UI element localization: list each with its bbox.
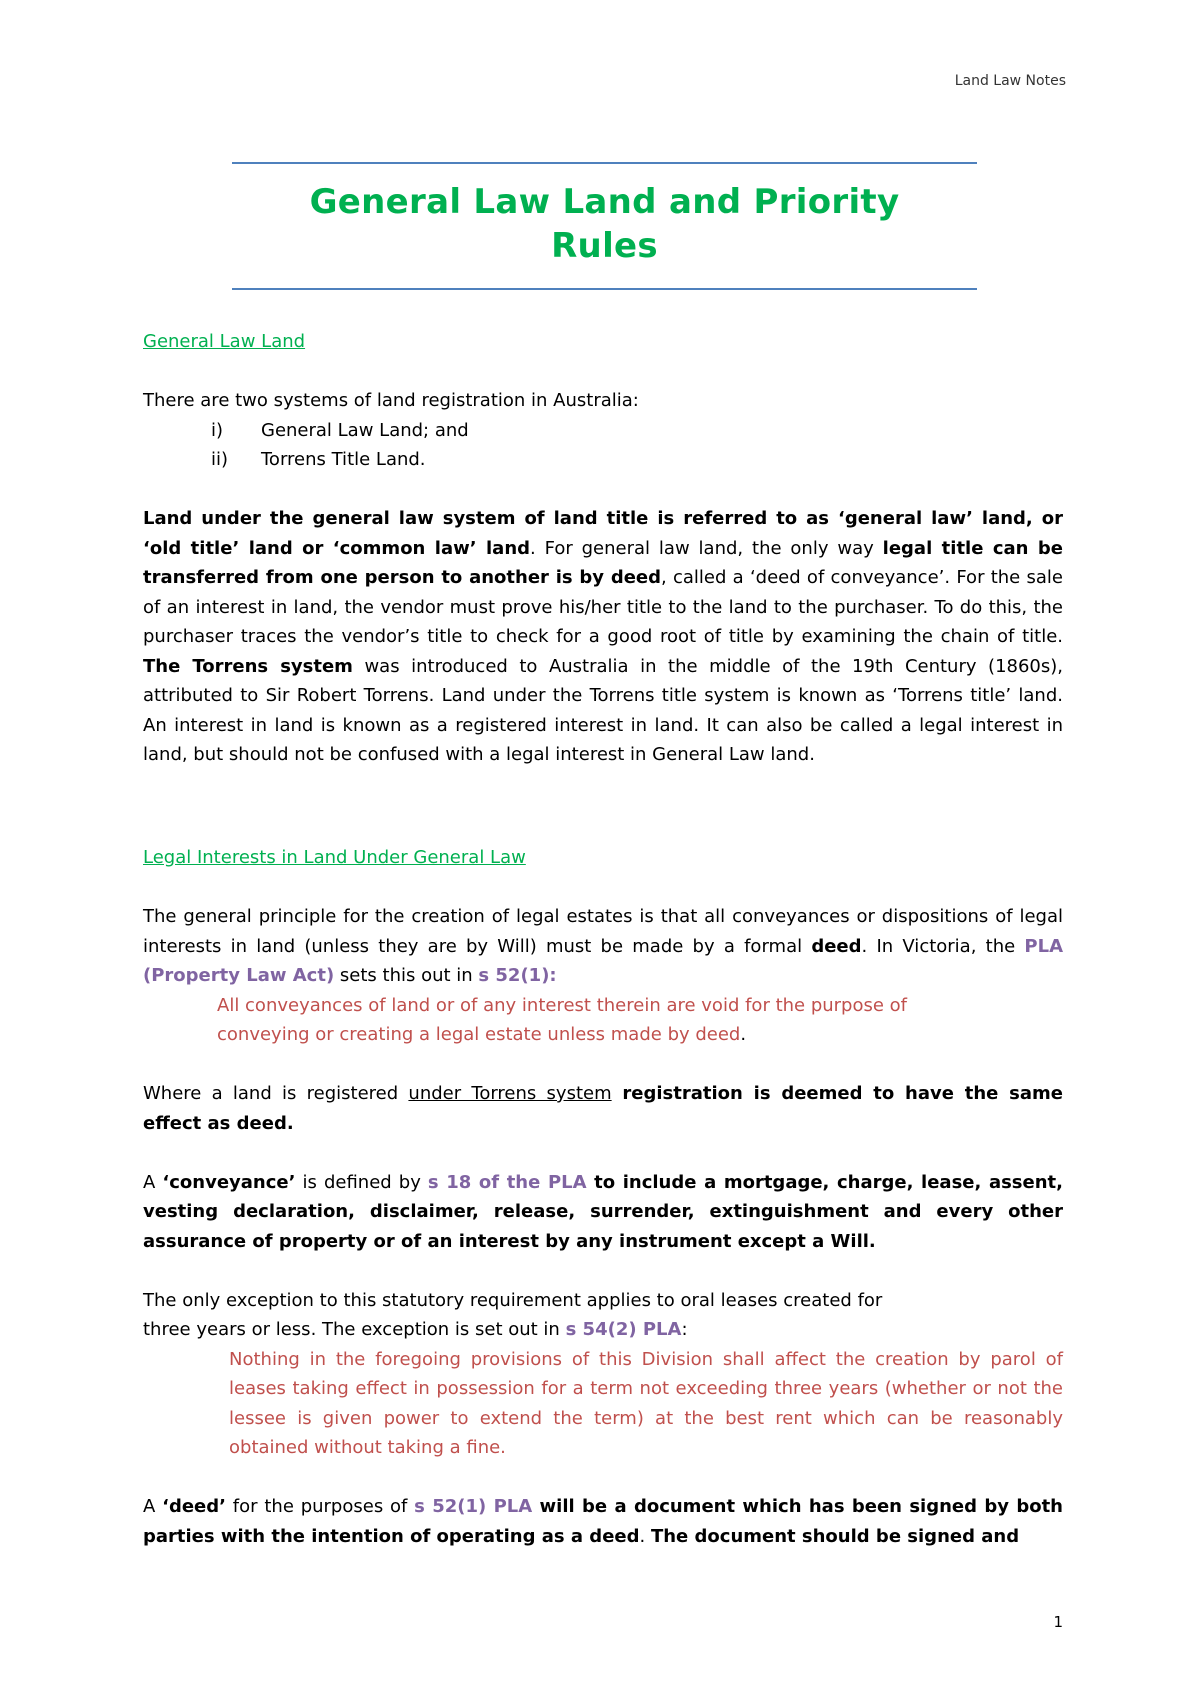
torrens-deed-paragraph: Where a land is registered under Torrens system registration is deemed to have the same effect as deed. — [143, 1083, 1063, 1134]
list-item — [143, 416, 1063, 446]
general-law-paragraph: Land under the general law system of land title is referred to as ‘general law’ land, or ‘old title’ land or ‘common law’ land. For general law land, the only way legal title can be transferred from one person to another is by deed, called a ‘deed of conveyance’. For the sale of an interest in land, the vendor must prove his/her title to the land to the purchaser. To do this, the purchaser traces the vendor’s title to check for a good root of title by examining the chain of title. The Torrens system was introduced to Australia in the middle of the 19th Century (1860s), attributed to Sir Robert Torrens. Land under the Torrens title system is known as ‘Torrens title’ land. An interest in land is known as a registered interest in land. It can also be called a legal interest in land, but should not be confused with a legal interest in General Law land. — [143, 508, 1063, 765]
list-marker: i) — [211, 419, 224, 441]
document-title — [232, 180, 977, 268]
section-reference: s 52(1) PLA — [414, 1496, 533, 1517]
list-item-text: Torrens Title Land. — [261, 449, 426, 470]
section-heading-general-law-land: General Law Land — [143, 331, 306, 352]
section-reference: s 52(1): — [478, 965, 557, 986]
title-rule-top — [232, 162, 977, 164]
list-marker: ii) — [211, 449, 229, 470]
conveyance-definition-paragraph: A ‘conveyance’ is defined by s 18 of the PLA to include a mortgage, charge, lease, assent, vesting declaration, disclaimer, release, surrender, extinguishment and every other assurance of property or of an interest by any instrument except a Will. — [143, 1171, 1063, 1252]
section-reference: s 18 of the PLA — [427, 1171, 587, 1193]
list-item — [143, 445, 1063, 475]
list-item-text: General Law Land; and — [261, 419, 469, 441]
exception-paragraph: The only exception to this statutory requirement applies to oral leases created for three years or less. The exception is set out in s 54(2) PLA: — [143, 1289, 883, 1340]
deed-definition-paragraph: A ‘deed’ for the purposes of s 52(1) PLA will be a document which has been signed by both parties with the intention of operating as a deed. The document should be signed and — [143, 1496, 1063, 1547]
intro-text: There are two systems of land registration in Australia: — [143, 390, 639, 411]
document-body — [143, 327, 1063, 1551]
title-line-1: General Law Land and Priority — [309, 182, 900, 222]
statute-quote-s52: All conveyances of land or of any interest therein are void for the purpose of conveying or creating a legal estate unless made by deed. — [217, 994, 908, 1045]
pla-reference: PLA (Property Law Act) — [143, 935, 1064, 986]
running-header: Land Law Notes — [954, 73, 1066, 89]
title-rule-bottom — [232, 288, 977, 290]
principle-paragraph: The general principle for the creation of legal estates is that all conveyances or dispositions of legal interests in land (unless they are by Will) must be made by a formal deed. In Victoria, the PLA (Property Law Act) sets this out in s 52(1): — [143, 906, 1064, 986]
section-reference: s 54(2) PLA — [565, 1319, 682, 1340]
title-line-2: Rules — [551, 226, 658, 266]
section-heading-legal-interests: Legal Interests in Land Under General Law — [143, 847, 526, 868]
page-number: 1 — [1053, 1613, 1063, 1631]
statute-quote-s54: Nothing in the foregoing provisions of this Division shall affect the creation by parol of leases taking effect in possession for a term not exceeding three years (whether or not the lessee is given power to extend the term) at the best rent which can be reasonably obtained without taking a fine. — [229, 1348, 1063, 1458]
